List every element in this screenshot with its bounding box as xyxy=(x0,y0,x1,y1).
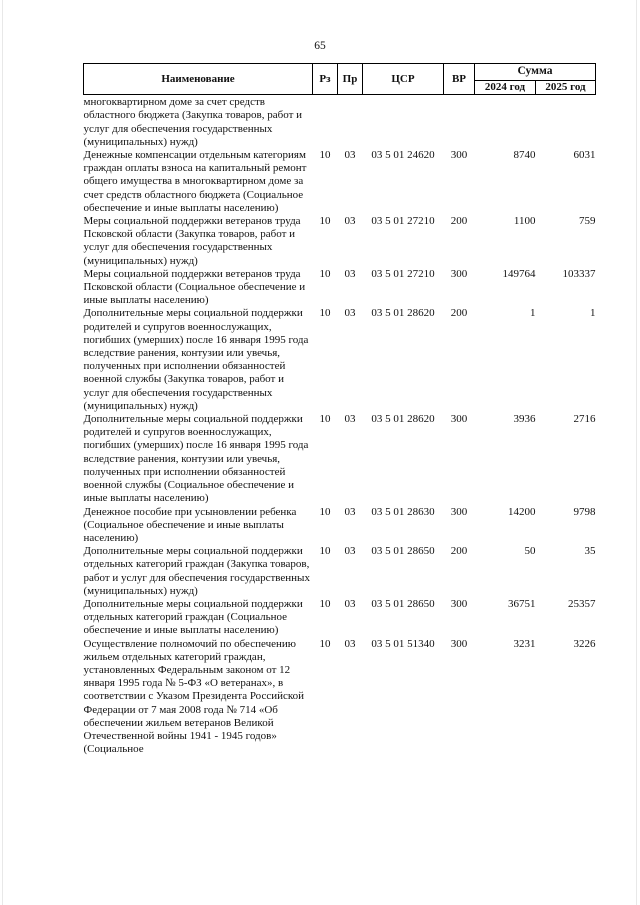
cell-pr xyxy=(338,95,363,149)
cell-name: Дополнительные меры социальной поддержки родителей и супругов военнослужащих, погибших (умерших) после 16 января 1995 года вследствие ранения, контузии или увечья, полученных при исполнении обязанностей военной службы (Социальное обеспечение и иные выплаты населению) xyxy=(83,413,309,505)
budget-table xyxy=(83,63,596,756)
cell-pr: 03 xyxy=(344,637,356,650)
header-csr: ЦСР xyxy=(363,64,444,95)
cell-pr: 03 xyxy=(344,307,356,320)
table-row xyxy=(84,307,596,413)
cell-rz: 10 xyxy=(319,545,331,558)
header-pr: Пр xyxy=(338,64,363,95)
cell-vr: 300 xyxy=(450,637,468,650)
cell-rz: 10 xyxy=(319,505,331,518)
cell-vr xyxy=(444,95,475,149)
header-year-2024: 2024 год xyxy=(475,81,536,95)
cell-vr: 200 xyxy=(450,307,468,320)
table-row xyxy=(84,413,596,505)
cell-vr: 200 xyxy=(450,215,468,228)
cell-2025: 3226 xyxy=(573,637,596,650)
cell-rz: 10 xyxy=(319,215,331,228)
cell-csr: 03 5 01 28650 xyxy=(371,597,435,610)
header-rz: Рз xyxy=(313,64,338,95)
cell-csr: 03 5 01 28620 xyxy=(371,307,435,320)
cell-pr: 03 xyxy=(344,413,356,426)
left-margin-line xyxy=(2,0,3,905)
cell-pr: 03 xyxy=(344,267,356,280)
table-header xyxy=(84,64,596,95)
cell-name: Дополнительные меры социальной поддержки отдельных категорий граждан (Закупка товаров, работ и услуг для обеспечения государственных (муниципальных) нужд) xyxy=(83,545,310,597)
cell-rz: 10 xyxy=(319,267,331,280)
cell-vr: 300 xyxy=(450,597,468,610)
table-row xyxy=(84,149,596,215)
cell-csr: 03 5 01 27210 xyxy=(371,215,435,228)
cell-2025: 25357 xyxy=(568,597,596,610)
header-name: Наименование xyxy=(84,64,313,95)
cell-2024: 149764 xyxy=(502,267,536,280)
cell-2025 xyxy=(536,95,596,149)
cell-2025: 35 xyxy=(584,545,596,558)
cell-pr: 03 xyxy=(344,545,356,558)
cell-2025: 1 xyxy=(590,307,596,320)
table-row xyxy=(84,506,596,546)
cell-name: Меры социальной поддержки ветеранов труда Псковской области (Закупка товаров, работ и услуг для обеспечения государственных (муниципальных) нужд) xyxy=(83,215,301,267)
cell-csr: 03 5 01 28650 xyxy=(371,545,435,558)
cell-rz: 10 xyxy=(319,307,331,320)
cell-vr: 300 xyxy=(450,505,468,518)
cell-2025: 9798 xyxy=(573,505,596,518)
cell-2024: 1100 xyxy=(513,215,536,228)
table-row xyxy=(84,638,596,757)
cell-rz: 10 xyxy=(319,149,331,162)
cell-2024: 50 xyxy=(524,545,536,558)
cell-name: Денежное пособие при усыновлении ребенка (Социальное обеспечение и иные выплаты населению) xyxy=(83,505,297,544)
header-year-2025: 2025 год xyxy=(536,81,596,95)
cell-csr: 03 5 01 27210 xyxy=(371,267,435,280)
cell-vr: 300 xyxy=(450,267,468,280)
cell-2024: 14200 xyxy=(508,505,536,518)
table-row xyxy=(84,545,596,598)
right-margin-line xyxy=(636,0,637,905)
cell-csr xyxy=(363,95,444,149)
cell-csr: 03 5 01 28620 xyxy=(371,413,435,426)
table-row xyxy=(84,95,596,149)
header-sum: Сумма xyxy=(475,64,596,81)
cell-2025: 6031 xyxy=(573,149,596,162)
table-row xyxy=(84,215,596,268)
cell-name: Осуществление полномочий по обеспечению жильем отдельных категорий граждан, установленных Федеральным законом от 12 января 1995 года № 5-ФЗ «О ветеранах», в соответствии с Указом Президента Российской Федерации от 7 мая 2008 года № 714 «Об обеспечении жильем ветеранов Великой Отечественной войны 1941 - 1945 годов» (Социальное xyxy=(83,637,305,756)
cell-name: Дополнительные меры социальной поддержки родителей и супругов военнослужащих, погибших (умерших) после 16 января 1995 года вследствие ранения, контузии или увечья, полученных при исполнении обязанностей военной службы (Закупка товаров, работ и услуг для обеспечения государственных (муниципальных) нужд) xyxy=(83,307,309,412)
cell-name: Дополнительные меры социальной поддержки отдельных категорий граждан (Социальное обеспечение и иные выплаты населению) xyxy=(83,597,303,637)
cell-csr: 03 5 01 24620 xyxy=(371,149,435,162)
cell-2024 xyxy=(475,95,536,149)
cell-csr: 03 5 01 28630 xyxy=(371,505,435,518)
cell-name: Денежные компенсации отдельным категориям граждан оплаты взноса на капитальный ремонт общего имущества в многоквартирном доме за счет средств областного бюджета (Социальное обеспечение и иные выплаты населению) xyxy=(83,149,307,214)
table-row xyxy=(84,268,596,308)
cell-vr: 200 xyxy=(450,545,468,558)
cell-pr: 03 xyxy=(344,149,356,162)
cell-rz xyxy=(313,95,338,149)
cell-2024: 3231 xyxy=(513,637,536,650)
cell-rz: 10 xyxy=(319,597,331,610)
table-row xyxy=(84,598,596,638)
cell-2025: 2716 xyxy=(573,413,596,426)
cell-name: Меры социальной поддержки ветеранов труда Псковской области (Социальное обеспечение и иные выплаты населению) xyxy=(83,267,306,307)
cell-2025: 103337 xyxy=(562,267,596,280)
cell-rz: 10 xyxy=(319,637,331,650)
cell-csr: 03 5 01 51340 xyxy=(371,637,435,650)
cell-pr: 03 xyxy=(344,597,356,610)
cell-vr: 300 xyxy=(450,149,468,162)
cell-2024: 36751 xyxy=(508,597,536,610)
cell-rz: 10 xyxy=(319,413,331,426)
cell-name: многоквартирном доме за счет средств областного бюджета (Закупка товаров, работ и услуг для обеспечения государственных (муниципальных) нужд) xyxy=(83,96,303,148)
cell-2024: 3936 xyxy=(513,413,536,426)
page-number: 65 xyxy=(314,40,326,52)
header-vr: ВР xyxy=(444,64,475,95)
cell-pr: 03 xyxy=(344,215,356,228)
cell-2024: 1 xyxy=(530,307,536,320)
cell-2025: 759 xyxy=(579,215,596,228)
cell-vr: 300 xyxy=(450,413,468,426)
cell-pr: 03 xyxy=(344,505,356,518)
table-body xyxy=(84,95,596,757)
cell-2024: 8740 xyxy=(513,149,536,162)
